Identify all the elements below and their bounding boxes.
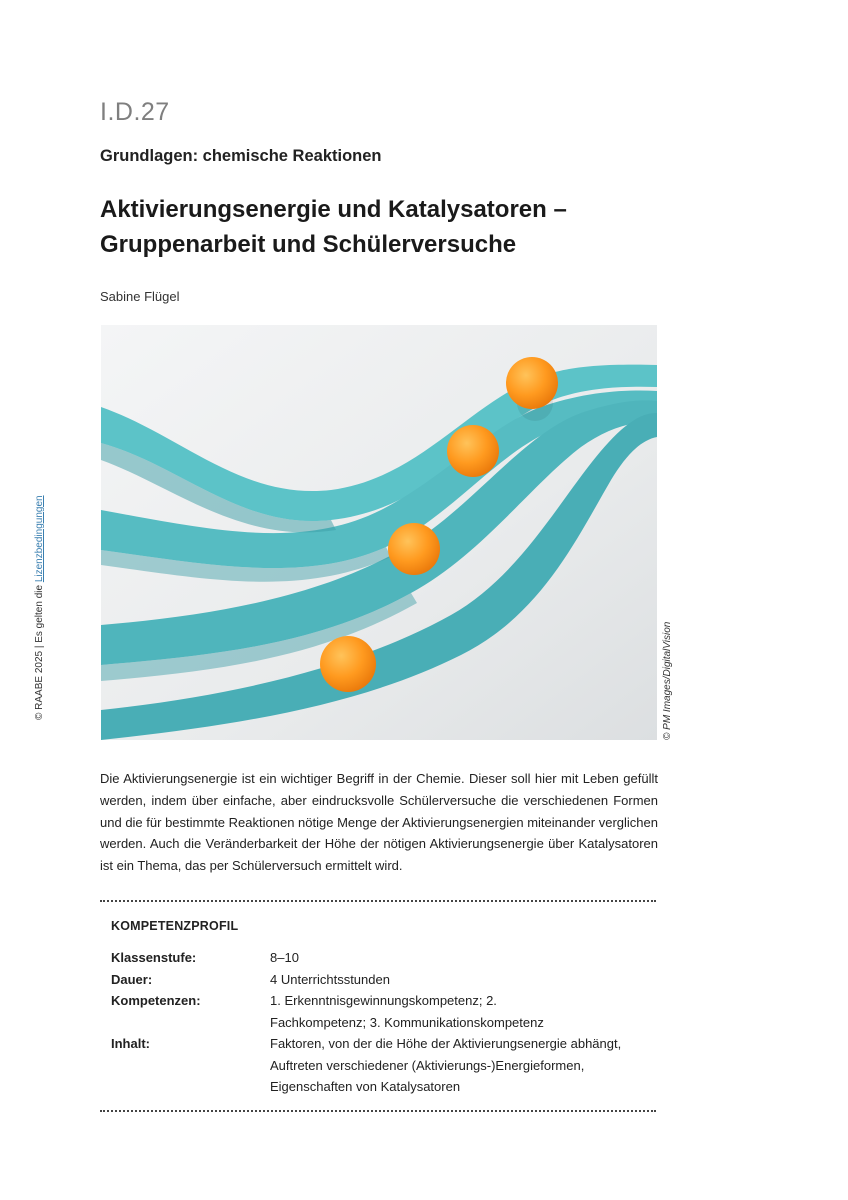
kompetenzprofil-heading: KOMPETENZPROFIL — [111, 919, 239, 933]
intro-paragraph: Die Aktivierungsenergie ist ein wichtiger Begriff in der Chemie. Dieser soll hier mit Leben gefüllt werden, indem über einfache, aber eindrucksvolle Schülerversuche die verschiedenen Formen und die für bestimmte Reaktionen nötige Menge der Aktivierungsenergien miteinander verglichen werden. Auch die Veränderbarkeit der Höhe der nötigen Aktivierungsenergie über Katalysatoren ist ein Thema, das per Schülerversuch ermittelt wird. — [100, 771, 658, 874]
subject-heading: Grundlagen: chemische Reaktionen — [100, 147, 382, 165]
license-note — [34, 495, 45, 720]
license-text: © RAABE 2025 | Es gelten die — [34, 582, 45, 720]
orange-ball — [506, 357, 558, 409]
row-label: Dauer: — [111, 971, 153, 987]
row-value: 4 Unterrichtsstunden — [270, 971, 390, 987]
author-name: Sabine Flügel — [100, 289, 180, 304]
orange-ball — [388, 523, 440, 575]
row-label: Inhalt: — [111, 1036, 150, 1051]
dotted-divider — [100, 900, 656, 902]
photo-credit: © PM Images/DigitalVision — [662, 621, 673, 740]
kompetenzprofil-table — [111, 947, 651, 1098]
dotted-divider — [100, 1110, 656, 1112]
table-row — [111, 947, 651, 969]
row-label: Klassenstufe: — [111, 950, 197, 965]
page-title: Aktivierungsenergie und Katalysatoren – Gruppenarbeit und Schülerversuche — [100, 196, 567, 258]
document-code: I.D.27 — [100, 98, 170, 126]
row-label: Kompetenzen: — [111, 993, 201, 1008]
row-value: Faktoren, von der die Höhe der Aktivierungsenergie abhängt, Auftreten verschiedener (Aktivierungs-)Energieformen, Eigenschaften von Katalysatoren — [270, 1036, 622, 1094]
orange-ball — [320, 636, 376, 692]
license-link[interactable]: Lizenzbedingungen — [34, 495, 45, 583]
row-value: 1. Erkenntnisgewinnungskompetenz; 2. Fachkompetenz; 3. Kommunikationskompetenz — [270, 993, 544, 1030]
row-value: 8–10 — [270, 950, 299, 965]
orange-ball — [447, 425, 499, 477]
table-row — [111, 990, 651, 1033]
cover-photo — [101, 325, 657, 740]
table-row — [111, 969, 651, 991]
table-row — [111, 1033, 651, 1098]
